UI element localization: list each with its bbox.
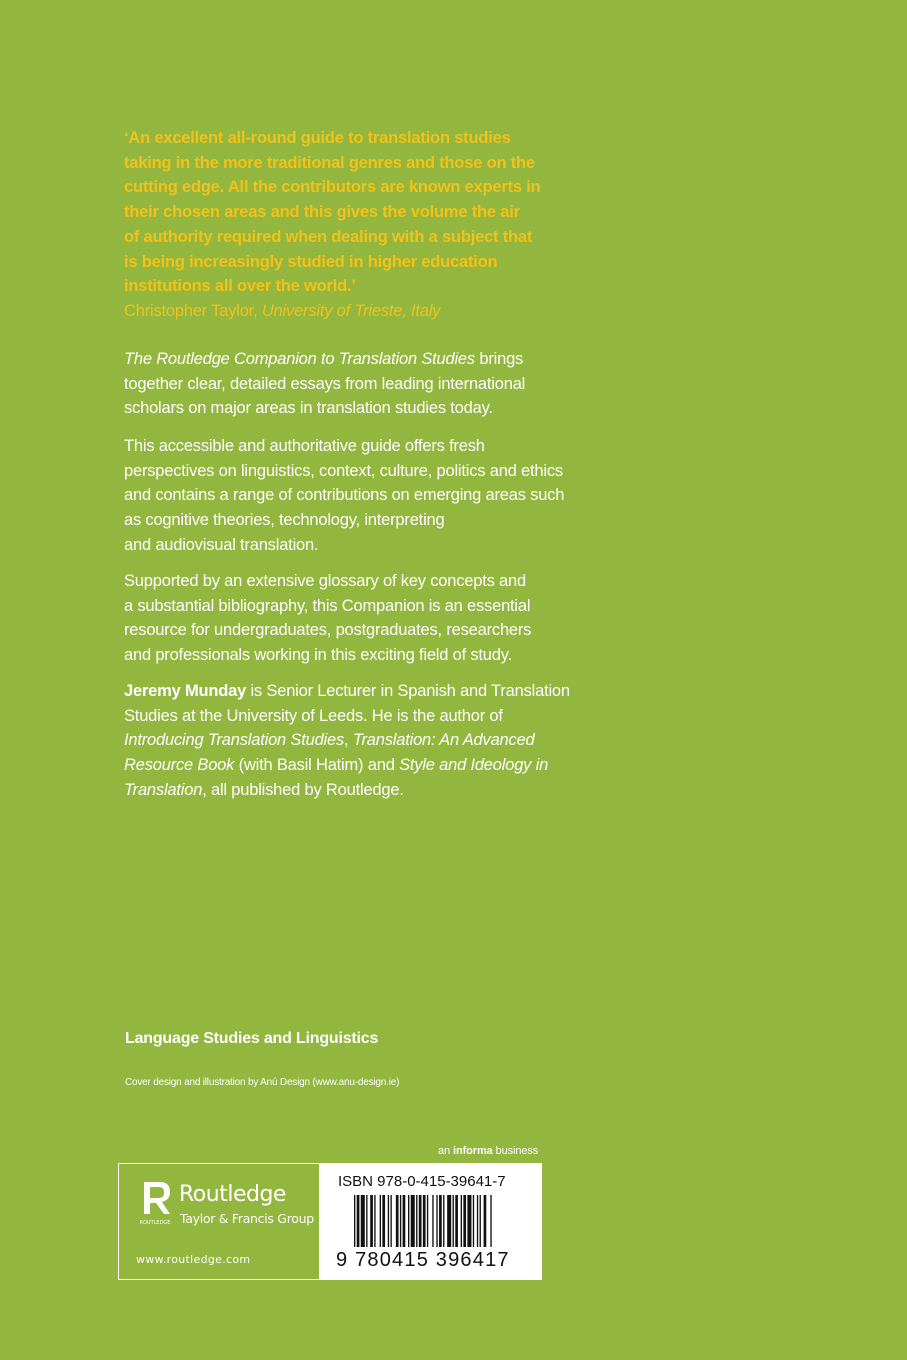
book-title: Resource Book bbox=[124, 756, 235, 775]
bio-text: is Senior Lecturer in Spanish and Translation bbox=[246, 682, 570, 700]
description-paragraph bbox=[124, 434, 564, 558]
quote-line: taking in the more traditional genres and those on the bbox=[124, 153, 535, 172]
informa-prefix: an bbox=[438, 1145, 453, 1157]
features-line: and professionals working in this exciting field of study. bbox=[124, 646, 512, 665]
barcode-box bbox=[320, 1163, 542, 1280]
cover-credit: Cover design and illustration by Anú Design (www.anu-design.ie) bbox=[125, 1077, 400, 1088]
features-paragraph bbox=[124, 569, 564, 668]
book-title: Translation bbox=[124, 780, 203, 799]
bio-line bbox=[124, 728, 564, 753]
description-line: as cognitive theories, technology, interpreting bbox=[124, 511, 445, 530]
intro-text: brings bbox=[474, 350, 524, 368]
subject-category: Language Studies and Linguistics bbox=[125, 1030, 379, 1047]
quote-author: Christopher Taylor, bbox=[124, 301, 258, 320]
routledge-logo-icon bbox=[138, 1180, 172, 1230]
intro-line bbox=[124, 347, 564, 372]
bio-text: , all published by Routledge. bbox=[202, 780, 404, 799]
quote-line: their chosen areas and this gives the volume the air bbox=[124, 203, 520, 222]
bio-line: Studies at the University of Leeds. He is the author of bbox=[124, 706, 503, 725]
bio-line bbox=[124, 778, 564, 803]
publisher-url: www.routledge.com bbox=[136, 1253, 251, 1266]
bio-text: (with Basil Hatim) and bbox=[234, 756, 400, 775]
informa-brand: informa bbox=[453, 1145, 493, 1157]
description-line: and audiovisual translation. bbox=[124, 535, 319, 554]
description-line: and contains a range of contributions on emerging areas such bbox=[124, 486, 565, 505]
features-line: resource for undergraduates, postgraduates, researchers bbox=[124, 621, 532, 640]
book-title: Style and Ideology in bbox=[399, 756, 549, 775]
logo-emblem-text: ROUTLEDGE bbox=[139, 1220, 171, 1226]
intro-paragraph bbox=[124, 347, 564, 421]
barcode-digits: 9 780415 396417 bbox=[336, 1249, 510, 1271]
book-title: Translation: An Advanced bbox=[352, 731, 535, 750]
bio-text: , bbox=[344, 731, 353, 750]
description-line: perspectives on linguistics, context, culture, politics and ethics bbox=[124, 461, 563, 480]
book-title: Introducing Translation Studies bbox=[124, 731, 345, 750]
author-bio bbox=[124, 679, 570, 803]
quote-line: of authority required when dealing with a subject that bbox=[124, 227, 533, 246]
features-line: a substantial bibliography, this Companion is an essential bbox=[124, 596, 531, 615]
intro-line: together clear, detailed essays from leading international bbox=[124, 374, 526, 393]
quote-attribution bbox=[124, 299, 554, 324]
features-line: Supported by an extensive glossary of key concepts and bbox=[124, 572, 526, 590]
publisher-name: Routledge bbox=[179, 1182, 286, 1207]
book-title: The Routledge Companion to Translation Studies bbox=[124, 350, 475, 368]
quote-line: is being increasingly studied in higher education bbox=[124, 252, 498, 271]
barcode-icon bbox=[354, 1195, 528, 1255]
description-line: This accessible and authoritative guide offers fresh bbox=[124, 437, 485, 455]
intro-line: scholars on major areas in translation studies today. bbox=[124, 399, 493, 418]
quote-affiliation: University of Trieste, Italy bbox=[261, 301, 441, 320]
informa-tagline bbox=[438, 1145, 538, 1157]
quote-line: institutions all over the world.’ bbox=[124, 277, 356, 296]
endorsement-quote bbox=[124, 126, 554, 324]
bio-line bbox=[124, 753, 564, 778]
quote-line: ‘An excellent all-round guide to translation studies bbox=[124, 129, 511, 147]
quote-line: cutting edge. All the contributors are known experts in bbox=[124, 178, 541, 197]
publisher-group: Taylor & Francis Group bbox=[180, 1211, 314, 1226]
isbn: ISBN 978-0-415-39641-7 bbox=[338, 1173, 506, 1190]
author-name: Jeremy Munday bbox=[124, 682, 247, 700]
informa-suffix: business bbox=[492, 1145, 539, 1157]
bio-line bbox=[124, 679, 570, 704]
